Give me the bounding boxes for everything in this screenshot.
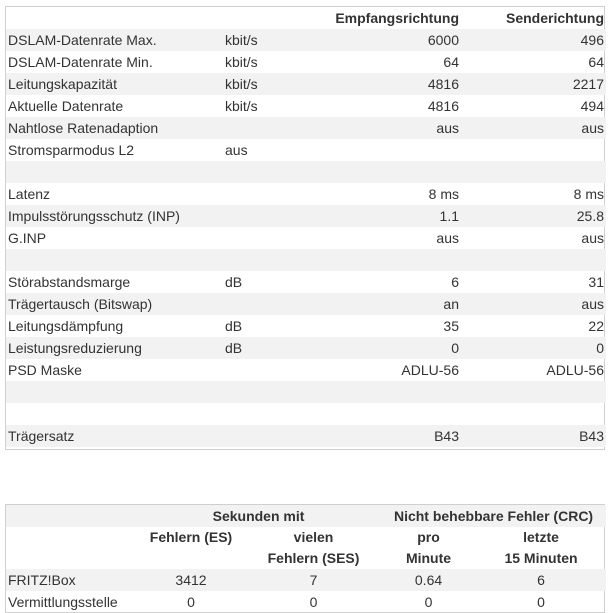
header-crc-min-line1: pro: [417, 529, 440, 545]
row-downstream-value: ADLU-56: [401, 362, 459, 378]
row-upstream-value: 8 ms: [573, 186, 604, 202]
row-unit: [223, 227, 331, 249]
row-unit: aus: [225, 142, 248, 158]
row-downstream-value: [331, 161, 461, 183]
row-unit: [223, 161, 331, 183]
row-upstream-value: [461, 139, 606, 161]
header-seconds-group: Sekunden mit: [212, 508, 305, 524]
row-label: Leistungsreduzierung: [8, 340, 142, 356]
dsl-table-row: [6, 183, 606, 205]
row-downstream-value: an: [443, 296, 459, 312]
row-downstream-value: 4816: [427, 76, 459, 92]
header-label-empty: [6, 7, 223, 29]
dsl-header-row: [6, 7, 606, 29]
dsl-table-row: [6, 73, 606, 95]
row-upstream-value: 2217: [572, 76, 604, 92]
error-row-crc-per-minute: 0: [424, 594, 433, 610]
dsl-info-table: [6, 7, 606, 447]
dsl-table-row: [6, 315, 606, 337]
dsl-table-row: [6, 359, 606, 381]
error-stats-table: [6, 505, 606, 613]
dsl-table-row: [6, 403, 606, 425]
row-upstream-value: aus: [581, 230, 604, 246]
row-upstream-value: 22: [588, 318, 604, 334]
dsl-table-row: [6, 337, 606, 359]
header-crc-min-line2: Minute: [405, 550, 452, 566]
row-unit: dB: [225, 274, 243, 290]
dsl-table-row: [6, 249, 606, 271]
dsl-table-row: [6, 425, 606, 447]
row-downstream-value: 0: [451, 340, 459, 356]
row-unit: kbit/s: [225, 76, 258, 92]
row-upstream-value: 64: [588, 54, 604, 70]
dsl-table-row: [6, 205, 606, 227]
row-downstream-value: 4816: [427, 98, 459, 114]
row-downstream-value: 8 ms: [428, 186, 459, 202]
dsl-table-body: [6, 29, 606, 447]
header-crc-group: Nicht behebbare Fehler (CRC): [393, 508, 594, 524]
header-downstream: Empfangsrichtung: [335, 10, 459, 26]
error-row-es: 0: [187, 594, 195, 610]
row-upstream-value: aus: [581, 120, 604, 136]
row-upstream-value: B43: [579, 428, 604, 444]
row-unit: dB: [225, 340, 243, 356]
error-header-empty: [6, 505, 136, 527]
dsl-table-row: [6, 29, 606, 51]
row-label: PSD Maske: [8, 362, 82, 378]
row-upstream-value: ADLU-56: [546, 362, 604, 378]
row-label: Trägertausch (Bitswap): [8, 296, 153, 312]
row-unit: [223, 205, 331, 227]
row-label: Trägersatz: [8, 428, 75, 444]
row-unit: [223, 381, 331, 403]
row-upstream-value: aus: [581, 296, 604, 312]
row-unit: kbit/s: [225, 32, 258, 48]
dsl-info-panel: [5, 6, 605, 450]
error-row-crc-per-minute: 0.64: [414, 572, 443, 588]
error-row-crc-15-minutes: 6: [537, 572, 545, 588]
row-upstream-value: 494: [580, 98, 604, 114]
row-downstream-value: 6000: [427, 32, 459, 48]
row-downstream-value: [331, 249, 461, 271]
row-upstream-value: [461, 161, 606, 183]
error-row-label: FRITZ!Box: [8, 572, 76, 588]
error-table-body: [6, 569, 606, 613]
row-unit: [223, 183, 331, 205]
error-table-row: [6, 591, 606, 613]
row-label: [6, 381, 223, 403]
error-group-header-row: [6, 505, 606, 527]
row-downstream-value: 6: [451, 274, 459, 290]
row-label: Leitungsdämpfung: [8, 318, 124, 334]
error-subheader-empty-1: [6, 527, 136, 548]
dsl-table-row: [6, 293, 606, 315]
row-downstream-value: [331, 381, 461, 403]
row-unit: [223, 117, 331, 139]
dsl-table-row: [6, 95, 606, 117]
error-stats-panel: [5, 504, 605, 613]
error-subheader-empty-2: [6, 548, 136, 569]
row-unit: [223, 293, 331, 315]
row-unit: kbit/s: [225, 54, 258, 70]
row-downstream-value: aus: [436, 230, 459, 246]
row-unit: [223, 403, 331, 425]
row-unit: dB: [225, 318, 243, 334]
error-subheader-empty-3: [136, 548, 246, 569]
error-subheader-row-1: [6, 527, 606, 548]
row-label: G.INP: [8, 230, 47, 246]
dsl-table-row: [6, 117, 606, 139]
error-subheader-row-2: [6, 548, 606, 569]
error-table-row: [6, 569, 606, 591]
row-label: Leitungskapazität: [8, 76, 117, 92]
row-downstream-value: 64: [443, 54, 459, 70]
row-upstream-value: [461, 403, 606, 425]
header-upstream: Senderichtung: [505, 10, 604, 26]
row-label: Impulsstörungsschutz (INP): [8, 208, 180, 224]
row-label: DSLAM-Datenrate Min.: [8, 54, 153, 70]
header-crc-15-line2: 15 Minuten: [504, 550, 578, 566]
row-label: Latenz: [8, 186, 51, 202]
dsl-table-row: [6, 161, 606, 183]
header-unit-empty: [223, 7, 331, 29]
row-label: [6, 403, 223, 425]
row-downstream-value: [331, 139, 461, 161]
row-unit: kbit/s: [225, 98, 258, 114]
row-label: [6, 249, 223, 271]
dsl-table-row: [6, 51, 606, 73]
header-ses-line2: Fehlern (SES): [267, 550, 360, 566]
row-downstream-value: 35: [443, 318, 459, 334]
row-unit: [223, 359, 331, 381]
dsl-table-row: [6, 139, 606, 161]
row-downstream-value: aus: [436, 120, 459, 136]
row-label: [6, 161, 223, 183]
error-row-ses: 0: [309, 594, 318, 610]
row-label: Nahtlose Ratenadaption: [8, 120, 159, 136]
error-row-label: Vermittlungsstelle: [8, 594, 118, 610]
row-upstream-value: 0: [596, 340, 604, 356]
row-downstream-value: B43: [434, 428, 459, 444]
row-label: Störabstandsmarge: [8, 274, 131, 290]
header-es: Fehlern (ES): [149, 529, 233, 545]
row-upstream-value: 496: [580, 32, 604, 48]
row-upstream-value: 31: [588, 274, 604, 290]
header-crc-15-line1: letzte: [523, 529, 559, 545]
row-downstream-value: [331, 403, 461, 425]
error-row-ses: 7: [309, 572, 318, 588]
row-upstream-value: [461, 381, 606, 403]
row-label: Stromsparmodus L2: [8, 142, 135, 158]
dsl-table-row: [6, 381, 606, 403]
row-label: Aktuelle Datenrate: [8, 98, 124, 114]
error-row-es: 3412: [175, 572, 207, 588]
header-ses-line1: vielen: [293, 529, 334, 545]
row-upstream-value: [461, 249, 606, 271]
row-unit: [223, 249, 331, 271]
row-upstream-value: 25.8: [576, 208, 604, 224]
error-row-crc-15-minutes: 0: [537, 594, 545, 610]
dsl-table-row: [6, 227, 606, 249]
dsl-table-row: [6, 271, 606, 293]
row-unit: [223, 425, 331, 447]
row-downstream-value: 1.1: [439, 208, 459, 224]
row-label: DSLAM-Datenrate Max.: [8, 32, 157, 48]
